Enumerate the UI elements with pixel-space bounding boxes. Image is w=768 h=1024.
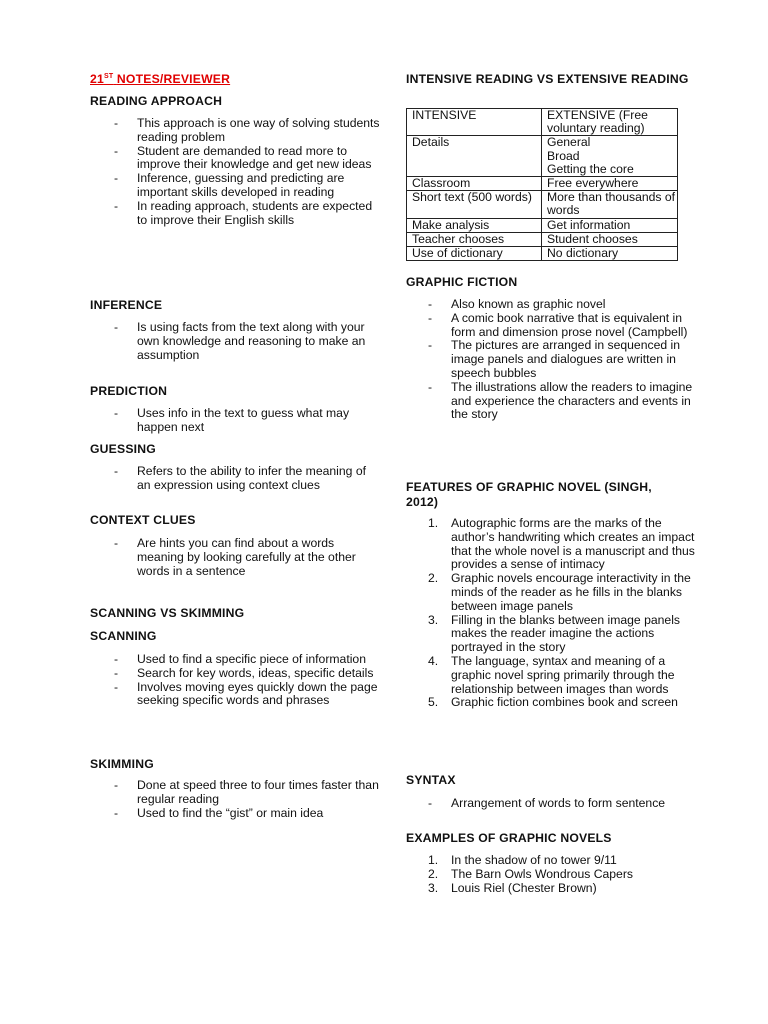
list-marker: - bbox=[428, 310, 433, 325]
inference-heading: INFERENCE bbox=[90, 298, 163, 312]
inference-list bbox=[92, 321, 382, 362]
list-item-text: The pictures are arranged in sequenced in image panels and dialogues are written in speech bubbles bbox=[451, 338, 680, 380]
features-heading: FEATURES OF GRAPHIC NOVEL (SINGH, 2012) bbox=[406, 480, 652, 509]
list-item bbox=[92, 465, 382, 493]
table-cell: Use of dictionary bbox=[407, 247, 542, 261]
list-item bbox=[406, 655, 696, 696]
table-cell: Classroom bbox=[407, 177, 542, 191]
list-item-text: Used to find a specific piece of information bbox=[137, 652, 366, 666]
list-item bbox=[92, 807, 382, 821]
syntax-heading: SYNTAX bbox=[406, 773, 456, 787]
list-marker: - bbox=[114, 679, 119, 694]
graphic-fiction-heading: GRAPHIC FICTION bbox=[406, 275, 518, 289]
page-title: 21ST NOTES/REVIEWER bbox=[90, 72, 231, 86]
reading-comparison-table bbox=[406, 108, 678, 261]
context-clues-heading: CONTEXT CLUES bbox=[90, 513, 196, 527]
reading-approach-heading: READING APPROACH bbox=[90, 94, 223, 108]
graphic-fiction-list bbox=[406, 298, 696, 422]
list-item-text: Is using facts from the text along with your own knowledge and reasoning to make an assumption bbox=[137, 320, 366, 362]
list-marker: - bbox=[114, 171, 119, 186]
list-item bbox=[92, 321, 382, 362]
syntax-list bbox=[406, 797, 696, 811]
list-marker: - bbox=[428, 297, 433, 311]
list-item bbox=[92, 779, 382, 807]
table-cell: Short text (500 words) bbox=[407, 191, 542, 218]
list-item bbox=[406, 696, 696, 710]
table-cell: Student chooses bbox=[542, 232, 678, 246]
table-cell: Details bbox=[407, 136, 542, 177]
list-marker: - bbox=[114, 805, 119, 820]
list-marker: 1. bbox=[428, 516, 439, 530]
list-item-text: Uses info in the text to guess what may happen next bbox=[137, 406, 350, 434]
list-item-text: Inference, guessing and predicting are important skills developed in reading bbox=[137, 171, 345, 199]
list-item bbox=[92, 653, 382, 667]
list-item-text: The Barn Owls Wondrous Capers bbox=[451, 866, 633, 881]
list-item bbox=[406, 517, 696, 572]
prediction-list bbox=[92, 407, 382, 435]
reading-approach-list bbox=[92, 117, 382, 227]
list-item-text: Louis Riel (Chester Brown) bbox=[451, 880, 597, 895]
table-row bbox=[407, 136, 678, 177]
list-marker: - bbox=[114, 143, 119, 158]
list-item-text: A comic book narrative that is equivalent in form and dimension prose novel (Campbell) bbox=[451, 310, 688, 339]
list-marker: - bbox=[114, 464, 119, 478]
list-item-text: The illustrations allow the readers to imagine and experience the characters and events in the story bbox=[451, 379, 693, 422]
list-item bbox=[92, 407, 382, 435]
list-item bbox=[92, 667, 382, 681]
intensive-vs-extensive-heading: INTENSIVE READING VS EXTENSIVE READING bbox=[406, 72, 689, 86]
list-item-text: In reading approach, students are expected to improve their English skills bbox=[137, 198, 373, 227]
list-item-text: Used to find the “gist” or main idea bbox=[137, 805, 324, 820]
list-item bbox=[92, 681, 382, 709]
list-item bbox=[92, 172, 382, 200]
list-marker: - bbox=[428, 338, 433, 353]
list-marker: 2. bbox=[428, 866, 439, 881]
list-marker: - bbox=[114, 778, 119, 792]
list-item bbox=[92, 200, 382, 228]
list-marker: - bbox=[114, 536, 119, 550]
scanning-heading: SCANNING bbox=[90, 629, 157, 643]
list-marker: - bbox=[114, 116, 119, 130]
list-item-text: Refers to the ability to infer the meaning of an expression using context clues bbox=[137, 464, 366, 492]
skimming-heading: SKIMMING bbox=[90, 757, 154, 771]
table-cell: More than thousands of words bbox=[542, 191, 678, 218]
table-cell: Get information bbox=[542, 218, 678, 232]
list-marker: 1. bbox=[428, 853, 439, 867]
list-marker: 2. bbox=[428, 571, 439, 586]
list-marker: - bbox=[114, 652, 119, 666]
table-cell: Make analysis bbox=[407, 218, 542, 232]
list-item-text: Are hints you can find about a words meaning by looking carefully at the other words in a sentence bbox=[137, 536, 356, 578]
list-item bbox=[406, 312, 696, 340]
list-marker: - bbox=[428, 379, 433, 394]
scanning-vs-skimming-heading: SCANNING VS SKIMMING bbox=[90, 606, 245, 620]
scanning-list bbox=[92, 653, 382, 708]
table-row bbox=[407, 247, 678, 261]
prediction-heading: PREDICTION bbox=[90, 384, 168, 398]
table-header-row bbox=[407, 109, 678, 136]
table-cell: Free everywhere bbox=[542, 177, 678, 191]
list-item-text: Done at speed three to four times faster than regular reading bbox=[137, 778, 379, 806]
table-cell: INTENSIVE bbox=[407, 109, 542, 136]
table-row bbox=[407, 232, 678, 246]
list-marker: 4. bbox=[428, 653, 439, 668]
table-row bbox=[407, 177, 678, 191]
list-marker: - bbox=[114, 406, 119, 420]
list-item-text: Student are demanded to read more to improve their knowledge and get new ideas bbox=[137, 143, 372, 172]
list-item-text: The language, syntax and meaning of a graphic novel spring primarily through the relationship between images than words bbox=[451, 653, 675, 696]
list-item-text: Arrangement of words to form sentence bbox=[451, 796, 666, 810]
list-item bbox=[92, 117, 382, 145]
list-marker: - bbox=[114, 198, 119, 213]
list-item bbox=[92, 537, 382, 578]
table-cell: General Broad Getting the core bbox=[542, 136, 678, 177]
context-clues-list bbox=[92, 537, 382, 578]
list-item-text: Search for key words, ideas, specific details bbox=[137, 665, 374, 680]
table-cell: EXTENSIVE (Free voluntary reading) bbox=[542, 109, 678, 136]
list-item bbox=[406, 868, 696, 882]
list-item-text: Autographic forms are the marks of the author’s handwriting which creates an impact that the whole novel is a manuscript and thus provides a sense of intimacy bbox=[451, 516, 695, 572]
list-marker: - bbox=[114, 320, 119, 334]
table-cell: Teacher chooses bbox=[407, 232, 542, 246]
list-item-text: Filling in the blanks between image panels makes the reader imagine the actions portrayed in the story bbox=[451, 612, 680, 655]
list-item bbox=[406, 854, 696, 868]
list-item bbox=[406, 614, 696, 655]
list-marker: 3. bbox=[428, 880, 439, 895]
list-item-text: In the shadow of no tower 9/11 bbox=[451, 853, 617, 867]
guessing-list bbox=[92, 465, 382, 493]
list-item-text: This approach is one way of solving students reading problem bbox=[137, 116, 380, 144]
features-list bbox=[406, 517, 696, 710]
guessing-heading: GUESSING bbox=[90, 442, 156, 456]
list-item-text: Graphic novels encourage interactivity in the minds of the reader as he fills in the blanks between image panels bbox=[451, 571, 691, 613]
list-marker: - bbox=[428, 796, 433, 810]
list-marker: - bbox=[114, 665, 119, 680]
list-item-text: Graphic fiction combines book and screen bbox=[451, 695, 678, 710]
list-item-text: Also known as graphic novel bbox=[451, 297, 606, 311]
examples-list bbox=[406, 854, 696, 895]
list-item bbox=[92, 145, 382, 173]
examples-heading: EXAMPLES OF GRAPHIC NOVELS bbox=[406, 831, 612, 845]
table-row bbox=[407, 218, 678, 232]
list-item bbox=[406, 298, 696, 312]
list-item bbox=[406, 381, 696, 422]
list-item bbox=[406, 882, 696, 896]
list-item-text: Involves moving eyes quickly down the page seeking specific words and phrases bbox=[137, 679, 378, 708]
list-item bbox=[406, 797, 696, 811]
list-marker: 3. bbox=[428, 612, 439, 627]
skimming-list bbox=[92, 779, 382, 820]
list-marker: 5. bbox=[428, 695, 439, 710]
list-item bbox=[406, 572, 696, 613]
table-row bbox=[407, 191, 678, 218]
list-item bbox=[406, 339, 696, 380]
table-cell: No dictionary bbox=[542, 247, 678, 261]
